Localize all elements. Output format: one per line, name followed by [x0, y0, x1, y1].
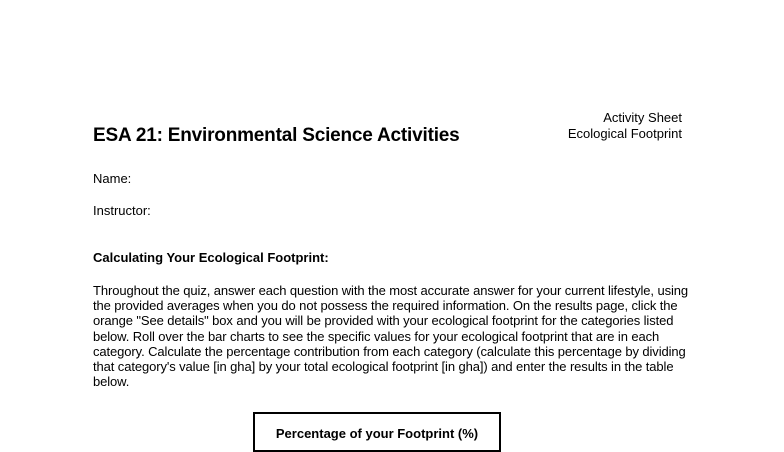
name-field-label: Name:	[93, 171, 132, 186]
instructor-field-label: Instructor:	[93, 203, 151, 218]
document-meta	[568, 110, 682, 142]
section-heading: Calculating Your Ecological Footprint:	[93, 250, 329, 265]
doc-type-label: Activity Sheet	[603, 110, 682, 125]
activity-name-label: Ecological Footprint	[567, 126, 682, 141]
footprint-table	[253, 412, 501, 452]
page-title: ESA 21: Environmental Science Activities	[93, 125, 460, 146]
table-header-cell: Percentage of your Footprint (%)	[275, 426, 479, 441]
instructions-paragraph: Throughout the quiz, answer each question with the most accurate answer for your current lifestyle, using the provided averages when you do not possess the required information. On the results page, click the orange "See details" box and you will be provided with your ecological footprint for the categories listed below. Roll over the bar charts to see the specific values for your ecological footprint that are in each category. Calculate the percentage contribution from each category (calculate this percentage by dividing that category's value [in gha] by your total ecological footprint [in gha]) and enter the results in the table below.	[93, 283, 689, 390]
